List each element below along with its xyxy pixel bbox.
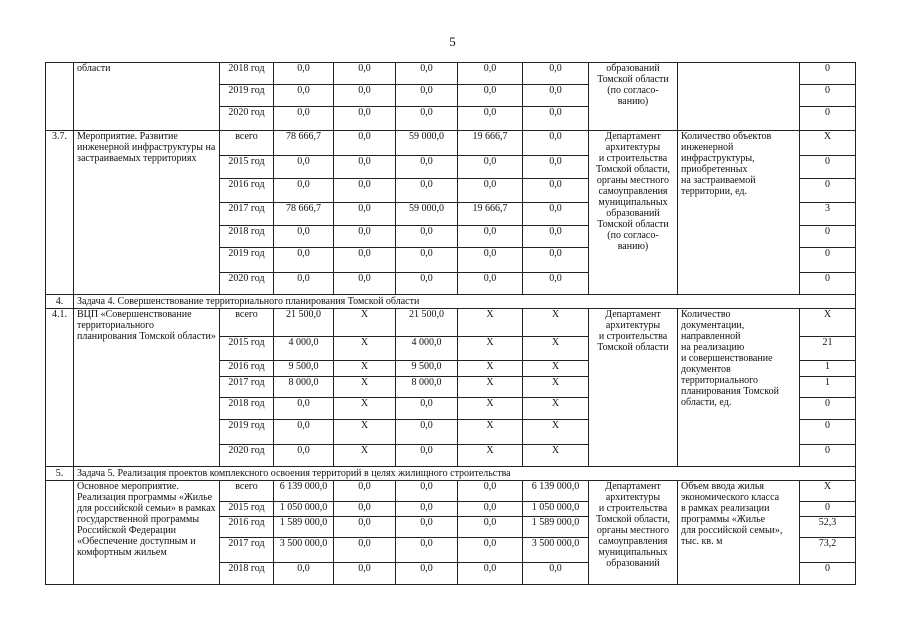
- year-cell: всего: [220, 131, 274, 156]
- year-cell: 2016 год: [220, 361, 274, 377]
- value-cell-4: 19 666,7: [458, 203, 523, 226]
- year-cell: 2015 год: [220, 502, 274, 517]
- measure-name-cell: Мероприятие. Развитие инженерной инфраструктуры на застраиваемых территориях: [74, 131, 220, 295]
- year-cell: 2015 год: [220, 156, 274, 179]
- table-body: [46, 63, 856, 585]
- value-cell-4: 0,0: [458, 563, 523, 585]
- result-value-cell: 3: [800, 203, 856, 226]
- value-cell-4: 0,0: [458, 248, 523, 273]
- value-cell-2: X: [334, 377, 396, 398]
- value-cell-1: 0,0: [274, 563, 334, 585]
- value-cell-2: X: [334, 309, 396, 337]
- indicator-cell: Количество объектов инженерной инфраструктуры, приобретенных на застраиваемой территории, ед.: [678, 131, 800, 295]
- result-value-cell: 1: [800, 361, 856, 377]
- value-cell-4: 0,0: [458, 156, 523, 179]
- row-number-cell: 4.1.: [46, 309, 74, 467]
- year-cell: всего: [220, 309, 274, 337]
- value-cell-3: 0,0: [396, 226, 458, 248]
- value-cell-4: 0,0: [458, 502, 523, 517]
- value-cell-4: 0,0: [458, 517, 523, 538]
- table-row: [46, 63, 856, 85]
- value-cell-1: 0,0: [274, 445, 334, 467]
- year-cell: 2020 год: [220, 107, 274, 131]
- value-cell-5: 0,0: [523, 179, 589, 203]
- value-cell-3: 0,0: [396, 481, 458, 502]
- result-value-cell: X: [800, 309, 856, 337]
- value-cell-4: 0,0: [458, 481, 523, 502]
- value-cell-5: X: [523, 309, 589, 337]
- result-value-cell: 52,3: [800, 517, 856, 538]
- table-row: [46, 131, 856, 156]
- executor-cell: Департамент архитектуры и строительства Томской области, органы местного самоуправления муниципальных образований Томской области (по согласо- ванию): [589, 131, 678, 295]
- value-cell-3: 0,0: [396, 517, 458, 538]
- value-cell-1: 0,0: [274, 420, 334, 445]
- year-cell: 2019 год: [220, 420, 274, 445]
- value-cell-2: 0,0: [334, 273, 396, 295]
- value-cell-3: 0,0: [396, 63, 458, 85]
- value-cell-4: X: [458, 361, 523, 377]
- year-cell: 2017 год: [220, 377, 274, 398]
- indicator-cell: Объем ввода жилья экономического класса в рамках реализации программы «Жилье для российской семьи», тыс. кв. м: [678, 481, 800, 585]
- page-number: 5: [449, 34, 456, 49]
- value-cell-2: 0,0: [334, 63, 396, 85]
- year-cell: 2017 год: [220, 203, 274, 226]
- value-cell-5: 0,0: [523, 248, 589, 273]
- result-value-cell: 0: [800, 398, 856, 420]
- result-value-cell: 0: [800, 248, 856, 273]
- task-number-cell: 4.: [46, 295, 74, 309]
- value-cell-2: 0,0: [334, 226, 396, 248]
- value-cell-5: 0,0: [523, 85, 589, 107]
- result-value-cell: 0: [800, 85, 856, 107]
- value-cell-1: 0,0: [274, 85, 334, 107]
- value-cell-5: 1 589 000,0: [523, 517, 589, 538]
- result-value-cell: 0: [800, 179, 856, 203]
- indicator-cell: [678, 63, 800, 131]
- year-cell: 2017 год: [220, 538, 274, 563]
- value-cell-5: 1 050 000,0: [523, 502, 589, 517]
- year-cell: 2020 год: [220, 273, 274, 295]
- result-value-cell: 1: [800, 377, 856, 398]
- task-row: [46, 295, 856, 309]
- value-cell-5: 3 500 000,0: [523, 538, 589, 563]
- result-value-cell: 0: [800, 420, 856, 445]
- value-cell-2: X: [334, 337, 396, 361]
- year-cell: 2020 год: [220, 445, 274, 467]
- result-value-cell: 0: [800, 226, 856, 248]
- value-cell-5: X: [523, 337, 589, 361]
- value-cell-3: 0,0: [396, 398, 458, 420]
- value-cell-4: X: [458, 309, 523, 337]
- value-cell-1: 78 666,7: [274, 203, 334, 226]
- value-cell-3: 4 000,0: [396, 337, 458, 361]
- year-cell: 2015 год: [220, 337, 274, 361]
- value-cell-2: 0,0: [334, 248, 396, 273]
- value-cell-5: X: [523, 445, 589, 467]
- value-cell-2: 0,0: [334, 179, 396, 203]
- value-cell-5: 0,0: [523, 131, 589, 156]
- value-cell-3: 8 000,0: [396, 377, 458, 398]
- value-cell-4: 0,0: [458, 107, 523, 131]
- value-cell-3: 0,0: [396, 563, 458, 585]
- value-cell-2: 0,0: [334, 517, 396, 538]
- task-title-cell: Задача 4. Совершенствование территориального планирования Томской области: [74, 295, 856, 309]
- value-cell-4: X: [458, 420, 523, 445]
- value-cell-3: 0,0: [396, 538, 458, 563]
- result-value-cell: X: [800, 131, 856, 156]
- result-value-cell: 0: [800, 63, 856, 85]
- value-cell-4: 0,0: [458, 538, 523, 563]
- value-cell-4: 0,0: [458, 226, 523, 248]
- value-cell-4: 0,0: [458, 179, 523, 203]
- value-cell-3: 0,0: [396, 273, 458, 295]
- value-cell-5: 0,0: [523, 156, 589, 179]
- year-cell: 2016 год: [220, 179, 274, 203]
- value-cell-3: 0,0: [396, 85, 458, 107]
- value-cell-2: X: [334, 445, 396, 467]
- value-cell-2: X: [334, 398, 396, 420]
- value-cell-5: X: [523, 361, 589, 377]
- value-cell-5: 0,0: [523, 107, 589, 131]
- value-cell-1: 1 589 000,0: [274, 517, 334, 538]
- value-cell-2: 0,0: [334, 156, 396, 179]
- value-cell-3: 0,0: [396, 248, 458, 273]
- value-cell-5: 0,0: [523, 203, 589, 226]
- value-cell-5: X: [523, 398, 589, 420]
- value-cell-3: 21 500,0: [396, 309, 458, 337]
- value-cell-1: 21 500,0: [274, 309, 334, 337]
- value-cell-3: 9 500,0: [396, 361, 458, 377]
- value-cell-4: 0,0: [458, 273, 523, 295]
- value-cell-1: 8 000,0: [274, 377, 334, 398]
- result-value-cell: 0: [800, 273, 856, 295]
- task-row: [46, 467, 856, 481]
- value-cell-3: 0,0: [396, 502, 458, 517]
- value-cell-1: 0,0: [274, 398, 334, 420]
- row-number-cell: [46, 63, 74, 131]
- task-title-cell: Задача 5. Реализация проектов комплексного освоения территорий в целях жилищного строительства: [74, 467, 856, 481]
- value-cell-3: 0,0: [396, 445, 458, 467]
- measure-name-cell: ВЦП «Совершенствование территориального планирования Томской области»: [74, 309, 220, 467]
- value-cell-5: 6 139 000,0: [523, 481, 589, 502]
- result-value-cell: 0: [800, 445, 856, 467]
- executor-cell: образований Томской области (по согласо- ванию): [589, 63, 678, 131]
- value-cell-2: 0,0: [334, 203, 396, 226]
- task-number-cell: 5.: [46, 467, 74, 481]
- value-cell-5: X: [523, 420, 589, 445]
- value-cell-3: 0,0: [396, 420, 458, 445]
- measure-name-cell: Основное мероприятие. Реализация программы «Жилье для российской семьи» в рамках государственной программы Российской Федерации «Обеспечение доступным и комфортным жильем: [74, 481, 220, 585]
- executor-cell: Департамент архитектуры и строительства Томской области: [589, 309, 678, 467]
- row-number-cell: 3.7.: [46, 131, 74, 295]
- value-cell-1: 6 139 000,0: [274, 481, 334, 502]
- value-cell-5: 0,0: [523, 226, 589, 248]
- year-cell: 2019 год: [220, 85, 274, 107]
- value-cell-3: 0,0: [396, 179, 458, 203]
- value-cell-3: 0,0: [396, 107, 458, 131]
- value-cell-5: 0,0: [523, 563, 589, 585]
- result-value-cell: 21: [800, 337, 856, 361]
- value-cell-1: 0,0: [274, 63, 334, 85]
- table-row: [46, 481, 856, 502]
- value-cell-2: 0,0: [334, 131, 396, 156]
- value-cell-4: X: [458, 398, 523, 420]
- value-cell-4: 0,0: [458, 85, 523, 107]
- value-cell-2: 0,0: [334, 563, 396, 585]
- value-cell-1: 0,0: [274, 179, 334, 203]
- year-cell: 2018 год: [220, 398, 274, 420]
- value-cell-2: X: [334, 420, 396, 445]
- value-cell-1: 9 500,0: [274, 361, 334, 377]
- value-cell-2: 0,0: [334, 481, 396, 502]
- program-measures-table: [45, 62, 856, 585]
- value-cell-4: 0,0: [458, 63, 523, 85]
- value-cell-2: 0,0: [334, 502, 396, 517]
- year-cell: 2018 год: [220, 63, 274, 85]
- year-cell: 2018 год: [220, 226, 274, 248]
- result-value-cell: 0: [800, 563, 856, 585]
- value-cell-1: 1 050 000,0: [274, 502, 334, 517]
- value-cell-5: X: [523, 377, 589, 398]
- value-cell-1: 0,0: [274, 156, 334, 179]
- result-value-cell: 0: [800, 156, 856, 179]
- measure-name-cell: области: [74, 63, 220, 131]
- value-cell-1: 0,0: [274, 248, 334, 273]
- value-cell-2: 0,0: [334, 538, 396, 563]
- table-row: [46, 309, 856, 337]
- value-cell-1: 4 000,0: [274, 337, 334, 361]
- value-cell-3: 0,0: [396, 156, 458, 179]
- year-cell: всего: [220, 481, 274, 502]
- result-value-cell: 0: [800, 502, 856, 517]
- year-cell: 2016 год: [220, 517, 274, 538]
- value-cell-1: 0,0: [274, 107, 334, 131]
- value-cell-1: 0,0: [274, 226, 334, 248]
- value-cell-3: 59 000,0: [396, 203, 458, 226]
- value-cell-5: 0,0: [523, 63, 589, 85]
- row-number-cell: [46, 481, 74, 585]
- value-cell-4: 19 666,7: [458, 131, 523, 156]
- indicator-cell: Количество документации, направленной на реализацию и совершенствование документов территориального планирования Томской области, ед.: [678, 309, 800, 467]
- value-cell-5: 0,0: [523, 273, 589, 295]
- year-cell: 2018 год: [220, 563, 274, 585]
- value-cell-4: X: [458, 377, 523, 398]
- result-value-cell: X: [800, 481, 856, 502]
- result-value-cell: 73,2: [800, 538, 856, 563]
- value-cell-4: X: [458, 337, 523, 361]
- value-cell-4: X: [458, 445, 523, 467]
- value-cell-1: 0,0: [274, 273, 334, 295]
- result-value-cell: 0: [800, 107, 856, 131]
- value-cell-1: 3 500 000,0: [274, 538, 334, 563]
- value-cell-2: 0,0: [334, 85, 396, 107]
- year-cell: 2019 год: [220, 248, 274, 273]
- value-cell-2: X: [334, 361, 396, 377]
- value-cell-2: 0,0: [334, 107, 396, 131]
- executor-cell: Департамент архитектуры и строительства Томской области, органы местного самоуправления муниципальных образований: [589, 481, 678, 585]
- value-cell-3: 59 000,0: [396, 131, 458, 156]
- value-cell-1: 78 666,7: [274, 131, 334, 156]
